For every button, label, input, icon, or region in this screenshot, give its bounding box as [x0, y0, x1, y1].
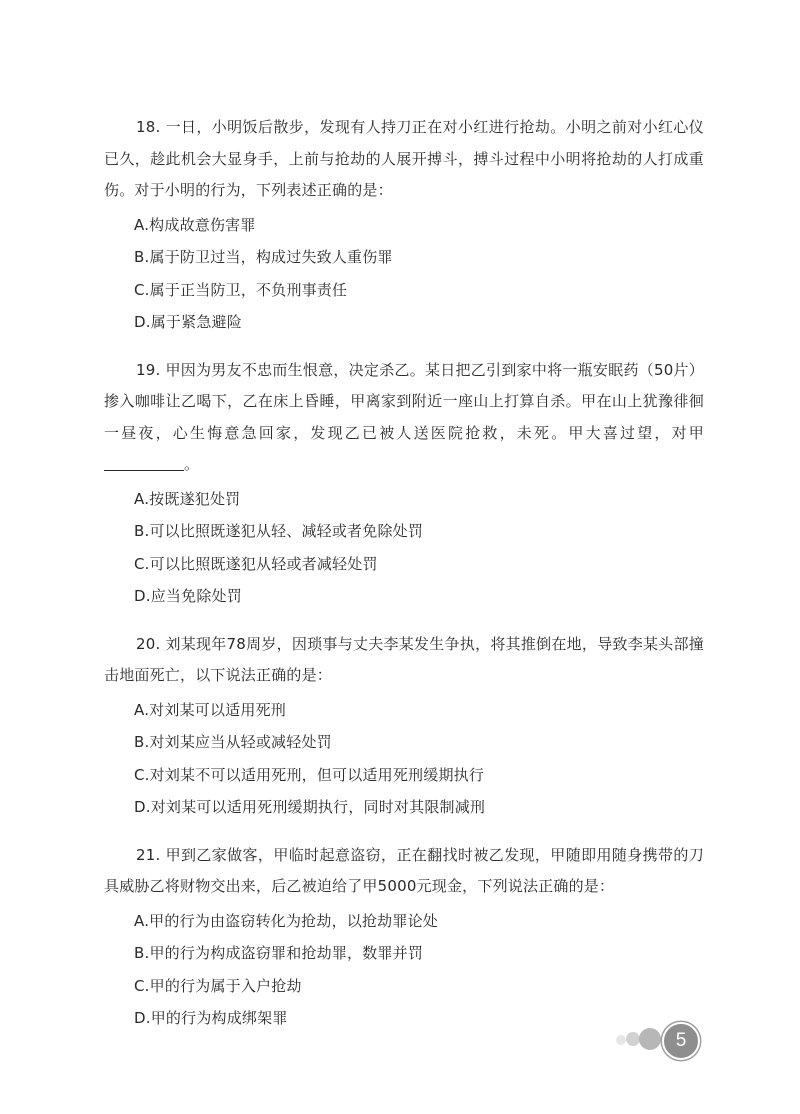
- option-b: B.对刘某应当从轻或减轻处罚: [134, 733, 332, 751]
- decorative-dot: [616, 1035, 626, 1045]
- option-c: C.甲的行为属于入户抢劫: [134, 976, 302, 995]
- option-a: A.构成故意伤害罪: [134, 215, 256, 234]
- option-d: D.属于紧急避险: [134, 313, 242, 331]
- question-stem: 18. 一日，小明饭后散步，发现有人持刀正在对小红进行抢劫。小明之前对小红心仪已久，趁此机会大显身手，上前与抢劫的人展开搏斗，搏斗过程中小明将抢劫的人打成重伤。对于小明的行为，下列表述正确的是：: [104, 118, 704, 199]
- answer-blank: [104, 452, 184, 471]
- question-18: [104, 112, 704, 339]
- option-d: D.甲的行为构成绑架罪: [134, 1009, 288, 1027]
- option-c: C.可以比照既遂犯从轻或者减轻处罚: [134, 554, 378, 573]
- option-c: C.属于正当防卫，不负刑事责任: [134, 280, 348, 299]
- option-b: B.属于防卫过当，构成过失致人重伤罪: [134, 248, 393, 266]
- question-19: [104, 355, 704, 613]
- question-21: [104, 840, 704, 1035]
- option-a: A.按既遂犯处罚: [134, 489, 241, 508]
- option-a: A.对刘某可以适用死刑: [134, 700, 286, 719]
- option-b: B.甲的行为构成盗窃罪和抢劫罪，数罪并罚: [134, 944, 424, 962]
- decorative-dot: [626, 1032, 640, 1046]
- decorative-dot: [639, 1028, 661, 1050]
- question-stem-end: 。: [184, 455, 200, 473]
- option-d: D.应当免除处罚: [134, 587, 242, 605]
- option-a: A.甲的行为由盗窃转化为抢劫，以抢劫罪论处: [134, 911, 438, 930]
- question-stem: 21. 甲到乙家做客，甲临时起意盗窃，正在翻找时被乙发现，甲随即用随身携带的刀具威胁乙将财物交出来，后乙被迫给了甲5000元现金，下列说法正确的是：: [104, 845, 704, 895]
- question-stem-text: 19. 甲因为男友不忠而生恨意，决定杀乙。某日把乙引到家中将一瓶安眠药（50片）掺入咖啡让乙喝下，乙在床上昏睡，甲离家到附近一座山上打算自杀。甲在山上犹豫徘徊一昼夜，心生悔意急回家，发现乙已被人送医院抢救，未死。甲大喜过望，对甲: [104, 360, 704, 442]
- option-c: C.对刘某不可以适用死刑，但可以适用死刑缓期执行: [134, 765, 485, 784]
- option-b: B.可以比照既遂犯从轻、减轻或者免除处罚: [134, 522, 424, 540]
- question-list: [104, 112, 704, 1051]
- page-number: 5: [662, 1022, 700, 1060]
- page-indicator: [612, 1020, 702, 1060]
- option-d: D.对刘某可以适用死刑缓期执行，同时对其限制减刑: [134, 798, 486, 816]
- question-stem: [104, 355, 704, 481]
- question-stem: 20. 刘某现年78周岁，因琐事与丈夫李某发生争执，将其推倒在地，导致李某头部撞击地面死亡，以下说法正确的是：: [104, 634, 704, 684]
- question-20: [104, 629, 704, 824]
